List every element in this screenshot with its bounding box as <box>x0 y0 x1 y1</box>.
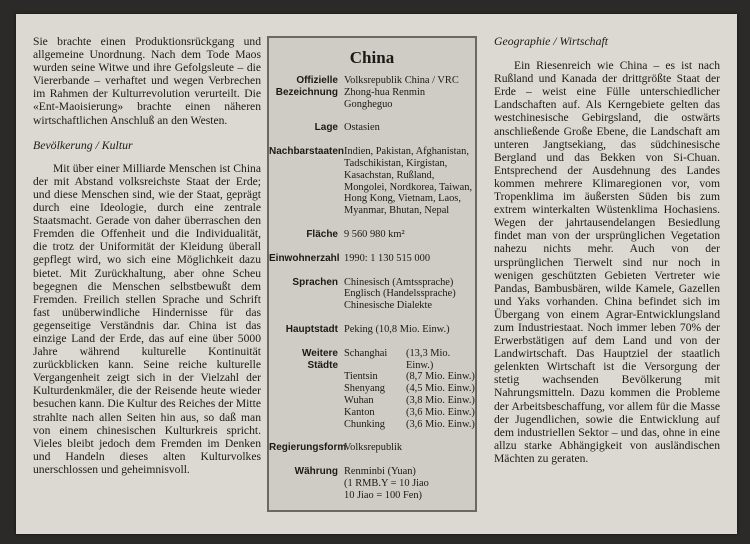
country-title: China <box>349 48 395 67</box>
fact-languages <box>269 277 475 312</box>
fact-label: Lage <box>314 122 338 134</box>
city-name: Shenyang <box>344 383 385 395</box>
fact-location <box>269 122 475 134</box>
city-name: Schanghai <box>344 347 388 359</box>
fact-value: Peking (10,8 Mio. Einw.) <box>344 323 450 335</box>
fact-label: Weitere Städte <box>302 347 338 371</box>
fact-cities <box>269 348 475 431</box>
city-population: (3,6 Mio. Einw.) <box>406 418 475 430</box>
geography-economy-paragraph: Ein Riesenreich wie China – es ist nach Rußland und Kanada der drittgrößte Staat der Erde – weist eine Fülle unterschiedlicher Landschaften auf. Als Kerngebiete gelten das westchinesische Gebirgsland, die ostwärts anschließende Große Ebene, die Landschaft am unteren Jangtsekiang, das südchinesische Bergland und das Bekken von Si-Chuan. Entsprechend der Ausdehnung des Landes kommen mehrere Klimaregionen vor, vom Tropenklima im äußersten Süden bis zum extrem winterkalten Wüstenklima Hochasiens. Wegen der jahrtausendelangen Besiedlung findet man von der ursprünglichen Vegetation nahezu nichts mehr. Auch von der ursprünglichen Tierwelt sind nur noch in wenigen geschützten Gebieten Vertreter wie Pandas, Bambusbären, wilde Kamele, Gazellen und Yaks vorhanden. China befindet sich im Übergang von einem Agrar-Entwicklungsland zum Industriestaat. Noch immer leben 70% der Erwerbstätigen auf dem Land und von der Landwirtschaft. Das Hauptziel der staatlich gelenkten Wirtschaft ist die Versorgung der stetig wachsenden Bevölkerung mit Nahrungsmitteln. Dazu kommen die Probleme der Arbeitsbeschaffung, vor allem für die Masse der Jugendlichen, sowie die Entwicklung auf dem industriellen Sektor – und das, ohne in eine allzu starke Abhängigkeit von ausländischen Mächten zu geraten. <box>494 59 720 465</box>
fact-neighbors <box>269 146 475 217</box>
left-column <box>33 35 261 476</box>
fact-label: Fläche <box>306 228 338 240</box>
fact-value: Volksrepublik China / VRC Zhong-hua Renmin Gongheguo <box>344 75 459 110</box>
city-name: Wuhan <box>344 394 374 406</box>
fact-value: Renminbi (Yuan) (1 RMB.Y = 10 Jiao 10 Jiao = 100 Fen) <box>344 466 429 501</box>
city-population: (8,7 Mio. Einw.) <box>406 371 475 383</box>
city-name: Tientsin <box>344 371 378 383</box>
fact-label: Nachbarstaaten <box>269 146 345 158</box>
fact-capital <box>269 324 475 336</box>
history-paragraph: Sie brachte einen Produktionsrückgang und allgemeine Unordnung. Nach dem Tode Maos wurden seine Witwe und ihre Gefolgsleute – die Viererbande – verhaftet und wegen Verbrechen im Rahmen der Kulturrevolution verurteilt. Die «Ent-Maoisierung» brachte einen näheren wirtschaftlichen Anschluß an den Westen. <box>33 35 261 127</box>
city-population: (3,6 Mio. Einw.) <box>406 406 475 418</box>
city-name: Kanton <box>344 406 375 418</box>
country-fact-box <box>267 36 477 512</box>
fact-population <box>269 253 475 265</box>
fact-label: Offizielle Bezeichnung <box>275 75 338 98</box>
city-name: Chunking <box>344 418 385 430</box>
fact-value: Indien, Pakistan, Afghanistan, Tadschikistan, Kirgistan, Kasachstan, Rußland, Mongolei, Nordkorea, Taiwan, Hong Kong, Vietnam, Laos, Myanmar, Bhutan, Nepal <box>344 146 473 217</box>
geography-economy-heading: Geographie / Wirtschaft <box>494 34 609 48</box>
fact-value: 9 560 980 km² <box>344 228 405 240</box>
fact-card <box>16 14 737 534</box>
cities-list <box>344 348 475 431</box>
fact-value: Chinesisch (Amtssprache) Englisch (Handelssprache) Chinesische Dialekte <box>344 276 456 312</box>
population-culture-heading: Bevölkerung / Kultur <box>33 137 133 152</box>
fact-government <box>269 442 475 454</box>
right-column <box>494 35 720 465</box>
fact-label: Regierungsform <box>269 442 347 454</box>
city-population: (3,8 Mio. Einw.) <box>406 394 475 406</box>
fact-currency <box>269 466 475 501</box>
fact-official-name <box>269 75 475 110</box>
city-population: (13,3 Mio. Einw.) <box>406 347 451 371</box>
fact-value: Ostasien <box>344 122 380 134</box>
fact-value: 1990: 1 130 515 000 <box>344 252 431 264</box>
fact-label: Einwohnerzahl <box>269 252 340 264</box>
city-population: (4,5 Mio. Einw.) <box>406 383 475 395</box>
fact-area <box>269 229 475 241</box>
fact-label: Sprachen <box>292 276 338 288</box>
fact-label: Hauptstadt <box>285 323 338 335</box>
population-culture-paragraph: Mit über einer Milliarde Menschen ist China der mit Abstand volksreichste Staat der Erde; und diese Menschen sind, wie der Staat, geprägt durch eine Ideologie, durch eine zentrale Staatsmacht. Gerade von daher überraschen den Fremden die Offenheit und die Individualität, die trotz der Uniformität der Kleidung überall gepflegt wird, wo sich eine Möglichkeit dazu bietet. Mit Zurückhaltung, aber ohne Scheu begegnen die Menschen selbstbewußt dem Fremden. Freilich stellen Sprache und Schrift fast unüberwindliche Hindernisse für das gegenseitige Verständnis dar. China ist das einzige Land der Erde, das auf eine über 5000 Jahre während kulturelle Kontinuität zurückblicken kann. Seine reiche kulturelle Vergangenheit zeigt sich in der Vielzahl der Kulturdenkmäler, die der Reisende heute wieder besuchen kann. Die Kultur des Reiches der Mitte strahlte nach allen Seiten hin aus, so daß man von einem chinesischen Kulturkreis spricht. Vieles bleibt jedoch dem Fremden im Denken und Handeln dieses alten Kulturvolkes unerschlossen und geheimnisvoll. <box>33 161 261 476</box>
fact-value: Volksrepublik <box>344 442 403 454</box>
fact-label: Währung <box>294 466 338 478</box>
